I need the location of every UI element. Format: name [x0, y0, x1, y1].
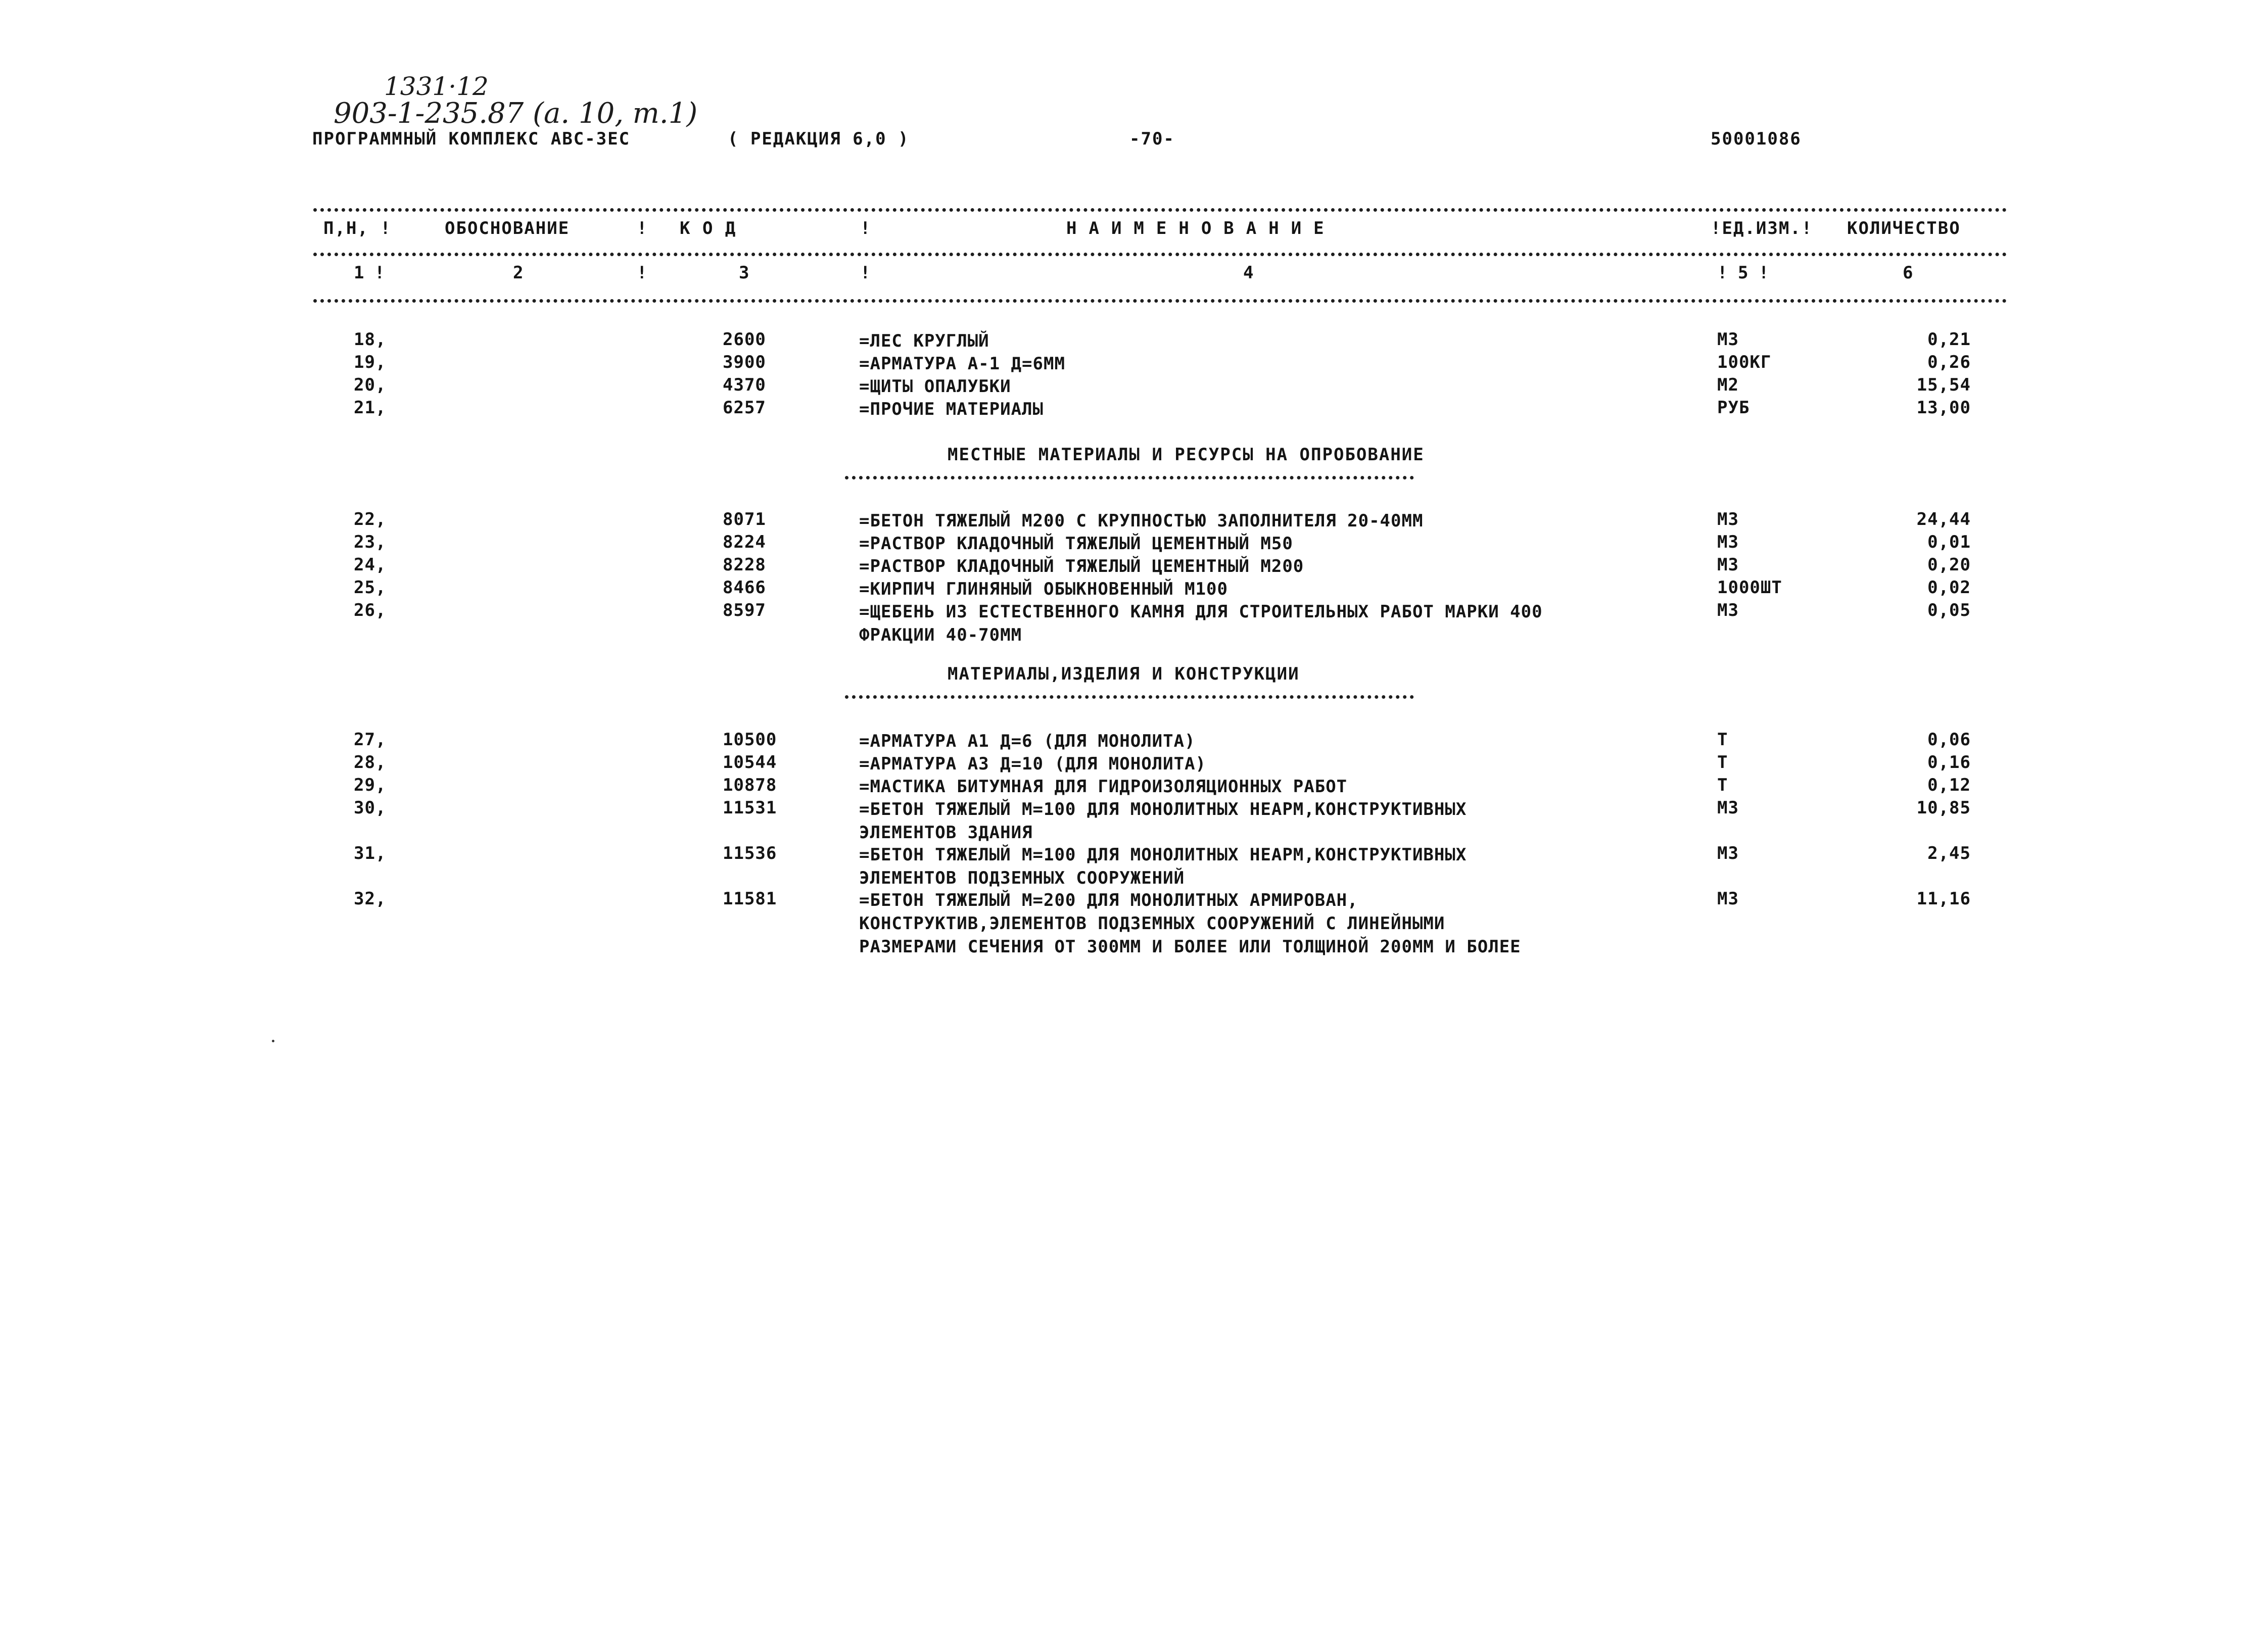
row-name — [859, 775, 1347, 798]
row-quantity: 2,45 — [1927, 843, 1971, 863]
col-header-basis: ОБОСНОВАНИЕ — [445, 218, 570, 238]
row-unit: М3 — [1717, 532, 1739, 552]
row-code: 4370 — [723, 375, 766, 395]
row-unit: М3 — [1717, 329, 1739, 350]
row-name — [859, 577, 1228, 601]
row-unit: М3 — [1717, 600, 1739, 620]
section-title-local-materials: МЕСТНЫЕ МАТЕРИАЛЫ И РЕСУРСЫ НА ОПРОБОВАНИЕ — [948, 445, 1425, 465]
col-header-qty: КОЛИЧЕСТВО — [1847, 218, 1961, 238]
row-number: 20, — [354, 375, 387, 395]
col-header-code: К О Д — [680, 218, 737, 238]
row-number: 26, — [354, 600, 387, 620]
row-unit: М3 — [1717, 509, 1739, 529]
row-name — [859, 329, 989, 353]
handwritten-note-project: 903-1-235.87 (а. 10, т.1) — [334, 97, 698, 130]
row-name-line: =АРМАТУРА А3 Д=10 (ДЛЯ МОНОЛИТА) — [859, 754, 1207, 774]
col-number-3: 3 — [739, 263, 749, 283]
row-number: 27, — [354, 730, 387, 750]
row-name-line: ЭЛЕМЕНТОВ ЗДАНИЯ — [859, 823, 1033, 843]
row-code: 8228 — [723, 555, 766, 575]
row-name-line: =КИРПИЧ ГЛИНЯНЫЙ ОБЫКНОВЕННЫЙ М100 — [859, 579, 1228, 599]
row-unit: Т — [1717, 775, 1728, 795]
row-code: 11531 — [723, 798, 777, 818]
section-rule-local-materials — [845, 476, 1414, 479]
col-header-name: НАИМЕНОВАНИЕ — [1066, 218, 1336, 238]
row-name-line: =ПРОЧИЕ МАТЕРИАЛЫ — [859, 399, 1044, 419]
col-header-sep2: ! — [860, 218, 872, 238]
row-code: 10500 — [723, 730, 777, 750]
row-code: 11581 — [723, 889, 777, 909]
row-name-line: =АРМАТУРА А-1 Д=6ММ — [859, 354, 1065, 374]
row-name — [859, 509, 1423, 533]
row-quantity: 11,16 — [1916, 889, 1971, 909]
row-number: 22, — [354, 509, 387, 529]
table-rule-mid — [313, 253, 2007, 256]
row-name — [859, 889, 1521, 958]
row-quantity: 0,26 — [1927, 352, 1971, 372]
row-quantity: 0,05 — [1927, 600, 1971, 620]
col-number-4: 4 — [1243, 263, 1254, 283]
row-number: 28, — [354, 752, 387, 773]
row-code: 10878 — [723, 775, 777, 795]
row-quantity: 0,20 — [1927, 555, 1971, 575]
col-header-pn: П,Н, ! — [323, 218, 392, 238]
row-unit: 100КГ — [1717, 352, 1772, 372]
edition-label: ( РЕДАКЦИЯ 6,0 ) — [728, 129, 910, 149]
row-code: 8071 — [723, 509, 766, 529]
row-quantity: 0,02 — [1927, 577, 1971, 598]
row-quantity: 0,16 — [1927, 752, 1971, 773]
row-quantity: 0,12 — [1927, 775, 1971, 795]
row-unit: Т — [1717, 752, 1728, 773]
row-code: 8597 — [723, 600, 766, 620]
row-name — [859, 798, 1467, 844]
row-number: 21, — [354, 398, 387, 418]
program-title: ПРОГРАММНЫЙ КОМПЛЕКС АВС-3ЕС — [312, 129, 631, 149]
row-name-line: =РАСТВОР КЛАДОЧНЫЙ ТЯЖЕЛЫЙ ЦЕМЕНТНЫЙ М50 — [859, 534, 1293, 554]
row-name — [859, 730, 1196, 753]
row-name-line: ЭЛЕМЕНТОВ ПОДЗЕМНЫХ СООРУЖЕНИЙ — [859, 868, 1185, 888]
stray-mark — [272, 1040, 274, 1042]
row-number: 23, — [354, 532, 387, 552]
row-name — [859, 555, 1304, 578]
row-quantity: 10,85 — [1916, 798, 1971, 818]
row-unit: Т — [1717, 730, 1728, 750]
row-number: 18, — [354, 329, 387, 350]
col-number-sep2: ! — [860, 263, 871, 283]
row-unit: М3 — [1717, 798, 1739, 818]
section-rule-materials-products — [845, 695, 1414, 699]
row-name-line: РАЗМЕРАМИ СЕЧЕНИЯ ОТ 300ММ И БОЛЕЕ ИЛИ ТОЛЩИНОЙ 200ММ И БОЛЕЕ — [859, 937, 1521, 957]
row-name-line: =БЕТОН ТЯЖЕЛЫЙ М=200 ДЛЯ МОНОЛИТНЫХ АРМИРОВАН, — [859, 890, 1358, 910]
row-code: 3900 — [723, 352, 766, 372]
col-number-6: 6 — [1903, 263, 1913, 283]
row-quantity: 0,01 — [1927, 532, 1971, 552]
row-code: 10544 — [723, 752, 777, 773]
col-number-2: 2 — [513, 263, 524, 283]
row-quantity: 13,00 — [1916, 398, 1971, 418]
row-name-line: =БЕТОН ТЯЖЕЛЫЙ М=100 ДЛЯ МОНОЛИТНЫХ НЕАРМ,КОНСТРУКТИВНЫХ — [859, 845, 1467, 865]
row-unit: РУБ — [1717, 398, 1750, 418]
row-code: 11536 — [723, 843, 777, 863]
document-number: 50001086 — [1711, 129, 1802, 149]
row-unit: 1000ШТ — [1717, 577, 1782, 598]
row-name-line: =БЕТОН ТЯЖЕЛЫЙ М=100 ДЛЯ МОНОЛИТНЫХ НЕАРМ,КОНСТРУКТИВНЫХ — [859, 799, 1467, 819]
row-code: 8224 — [723, 532, 766, 552]
row-number: 25, — [354, 577, 387, 598]
row-code: 8466 — [723, 577, 766, 598]
row-name — [859, 398, 1044, 421]
row-name-line: =МАСТИКА БИТУМНАЯ ДЛЯ ГИДРОИЗОЛЯЦИОННЫХ РАБОТ — [859, 777, 1348, 797]
row-name-line: КОНСТРУКТИВ,ЭЛЕМЕНТОВ ПОДЗЕМНЫХ СООРУЖЕНИЙ С ЛИНЕЙНЫМИ — [859, 913, 1445, 934]
col-header-unit: !ЕД.ИЗМ.! — [1711, 218, 1813, 238]
page-number: -70- — [1129, 129, 1175, 149]
row-unit: М3 — [1717, 843, 1739, 863]
row-name-line: =АРМАТУРА А1 Д=6 (ДЛЯ МОНОЛИТА) — [859, 731, 1196, 751]
row-number: 32, — [354, 889, 387, 909]
row-number: 30, — [354, 798, 387, 818]
row-quantity: 0,06 — [1927, 730, 1971, 750]
row-number: 31, — [354, 843, 387, 863]
handwritten-note-top: 1331·12 — [384, 72, 489, 101]
row-quantity: 0,21 — [1927, 329, 1971, 350]
row-name-line: =ЩИТЫ ОПАЛУБКИ — [859, 376, 1011, 397]
row-name — [859, 375, 1011, 398]
table-rule-top — [313, 208, 2007, 212]
row-unit: М2 — [1717, 375, 1739, 395]
row-name-line: =БЕТОН ТЯЖЕЛЫЙ М200 С КРУПНОСТЬЮ ЗАПОЛНИТЕЛЯ 20-40ММ — [859, 511, 1424, 531]
row-quantity: 24,44 — [1916, 509, 1971, 529]
row-name — [859, 752, 1206, 776]
row-name-line: =РАСТВОР КЛАДОЧНЫЙ ТЯЖЕЛЫЙ ЦЕМЕНТНЫЙ М200 — [859, 556, 1304, 576]
row-name-line: =ЩЕБЕНЬ ИЗ ЕСТЕСТВЕННОГО КАМНЯ ДЛЯ СТРОИТЕЛЬНЫХ РАБОТ МАРКИ 400 — [859, 602, 1543, 622]
row-name — [859, 600, 1543, 647]
col-number-5: ! 5 ! — [1717, 263, 1769, 283]
row-unit: М3 — [1717, 555, 1739, 575]
row-quantity: 15,54 — [1916, 375, 1971, 395]
row-name — [859, 352, 1065, 375]
table-rule-bottom — [313, 299, 2007, 303]
row-unit: М3 — [1717, 889, 1739, 909]
col-number-sep1: ! — [637, 263, 647, 283]
row-name — [859, 532, 1293, 555]
col-header-sep1: ! — [637, 218, 648, 238]
row-name-line: =ЛЕС КРУГЛЫЙ — [859, 331, 989, 351]
row-code: 6257 — [723, 398, 766, 418]
row-number: 29, — [354, 775, 387, 795]
section-title-materials-products: МАТЕРИАЛЫ,ИЗДЕЛИЯ И КОНСТРУКЦИИ — [948, 664, 1300, 684]
row-name-line: ФРАКЦИИ 40-70ММ — [859, 625, 1022, 645]
row-code: 2600 — [723, 329, 766, 350]
col-number-1: 1 ! — [354, 263, 385, 283]
row-name — [859, 843, 1467, 890]
row-number: 24, — [354, 555, 387, 575]
row-number: 19, — [354, 352, 387, 372]
